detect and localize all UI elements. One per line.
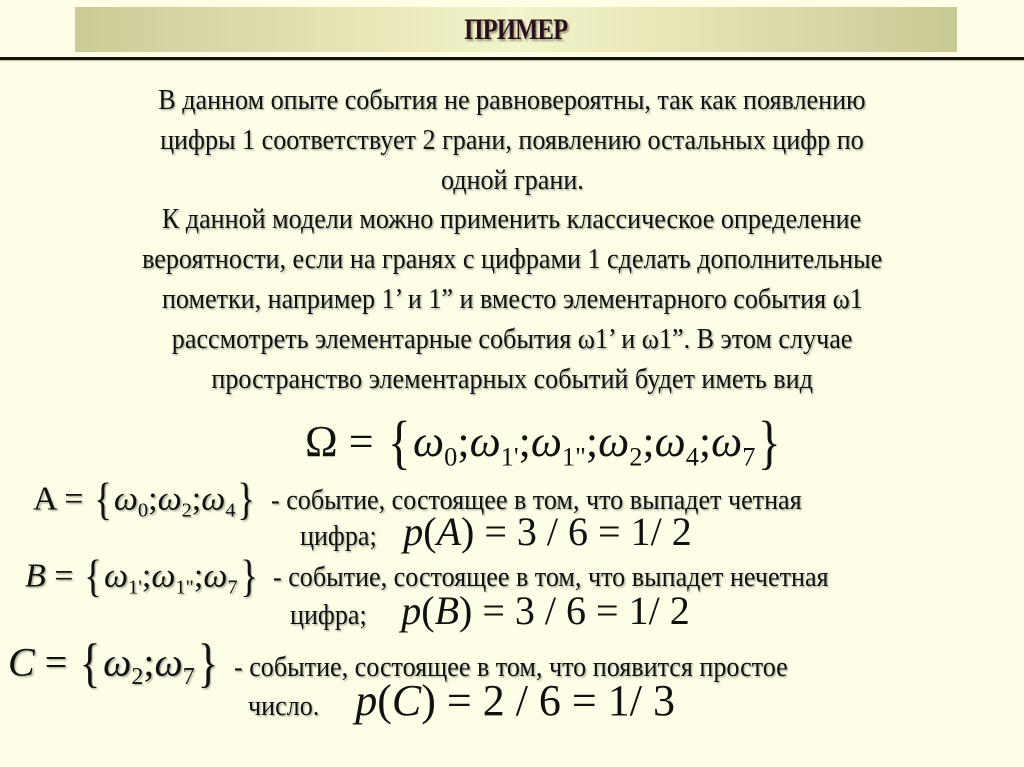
event-c-probability: число. p(C) = 2 / 6 = 1/ 3 bbox=[248, 676, 675, 725]
text-line: одной грани. bbox=[440, 164, 584, 196]
title-bar bbox=[75, 7, 957, 52]
slide-title: ПРИМЕР bbox=[464, 12, 568, 46]
event-a-probability: цифра; p(A) = 3 / 6 = 1/ 2 bbox=[300, 509, 692, 554]
probability-formula: p(C) = 2 / 6 = 1/ 3 bbox=[355, 676, 675, 725]
event-c-description: - событие, состоящее в том, что появится простое bbox=[233, 650, 788, 683]
event-a-description: - событие, состоящее в том, что выпадет четная bbox=[270, 484, 802, 517]
text-line: цифры 1 соответствует 2 грани, появлению остальных цифр по bbox=[160, 124, 864, 156]
event-c-set: $C = \{\omega_2;\omega_7\}$ bbox=[8, 633, 219, 693]
text-line: пометки, например 1’ и 1” и вместо элементарного события ω1 bbox=[161, 283, 863, 315]
sample-space-formula: $\Omega = \{\omega_0;\omega_{1'};\omega_{1"};\omega_2;\omega_4;\omega_7\}$ bbox=[305, 409, 782, 475]
probability-formula: p(B) = 3 / 6 = 1/ 2 bbox=[401, 588, 690, 633]
event-b-probability: цифра; p(B) = 3 / 6 = 1/ 2 bbox=[290, 588, 690, 633]
text-line: пространство элементарных событий будет иметь вид bbox=[211, 363, 813, 395]
text-line: В данном опыте события не равновероятны, так как появлению bbox=[158, 84, 866, 116]
title-divider bbox=[0, 57, 1024, 60]
text-line: вероятности, если на гранях с цифрами 1 сделать дополнительные bbox=[141, 243, 883, 275]
paragraph-model bbox=[0, 199, 1024, 399]
text-line: рассмотреть элементарные события ω1’ и ω1”. В этом случае bbox=[171, 323, 853, 355]
text-line: К данной модели можно применить классическое определение bbox=[162, 203, 862, 235]
paragraph-intro bbox=[0, 80, 1024, 200]
event-b-set: $B = \{\omega_{1'};\omega_{1"};\omega_7\}$ bbox=[25, 550, 258, 601]
probability-formula: p(A) = 3 / 6 = 1/ 2 bbox=[403, 509, 692, 554]
event-b-description: - событие, состоящее в том, что выпадет нечетная bbox=[272, 561, 829, 594]
event-a-set: $A = \{\omega_0;\omega_2;\omega_4\}$ bbox=[33, 473, 256, 524]
